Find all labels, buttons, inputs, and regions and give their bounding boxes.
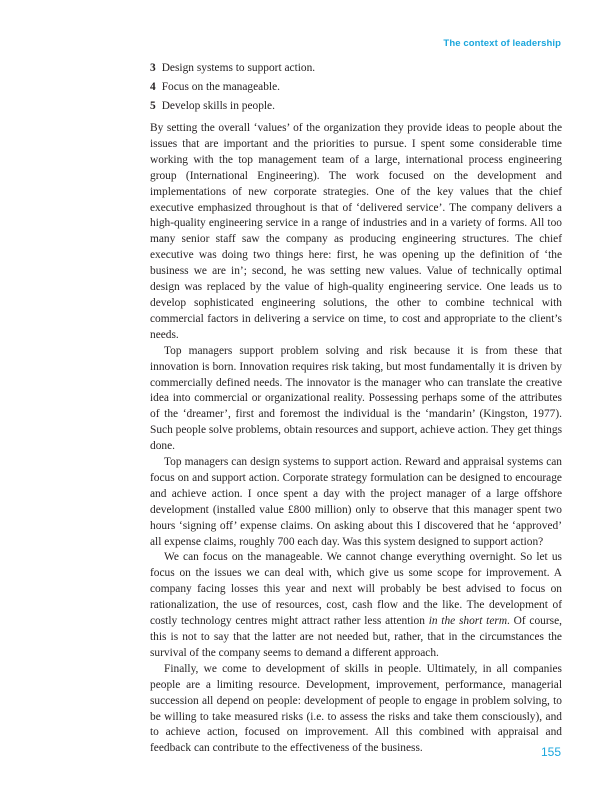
body-text [150,121,562,757]
list-item [150,59,315,78]
paragraph-text: . Of course, this is not to say that the latter are not needed but, rather, that in the circumstances the survival of the company seems to demand a different approach. [150,615,563,659]
page-number: 155 [540,745,561,759]
numbered-list [150,59,315,116]
emphasis-text: in the short term [428,615,508,628]
list-item-text: Design systems to support action. [161,62,316,74]
list-item [150,97,315,116]
paragraph-manageable [150,550,562,661]
paragraph-skills: Finally, we come to development of skills in people. Ultimately, in all companies people are a limiting resource. Development, improvement, performance, managerial succession all depend on people: development of people to engage in problem solving, to be willing to take measured risks (i.e. to assess the risks and take them consciously), and to achieve action, focused on improvement. All this combined with appraisal and feedback can contribute to the effectiveness of the business. [150,662,562,755]
paragraph-design-systems: Top managers can design systems to support action. Reward and appraisal systems can focus on and support action. Corporate strategy formulation can be designed to encourage and achieve action. I once spent a day with the project manager of a large offshore development (installed value £800 million) only to observe that this manager spent two hours ‘signing off’ expense claims. On asking about this I discovered that he ‘approved’ all expense claims, roughly 700 each day. Was this system designed to support action? [150,456,562,548]
list-item-number: 4 [150,81,156,93]
paragraph-problem-solving: Top managers support problem solving and risk because it is from these that innovation is born. Innovation requires risk taking, but most fundamentally it is driven by commercially defined needs. The innovator is the manager who can translate the creative idea into commercial or organizational reality. Possessing perhaps some of the attributes of the ‘dreamer’, first and foremost the individual is the ‘mandarin’ (Kingston, 1977). Such people solve problems, obtain resources and support, achieve action. They get things done. [150,344,562,453]
paragraph-text: We can focus on the manageable. We cannot change everything overnight. So let us focus on the issues we can deal with, which give us some scope for improvement. A company facing losses this year and next will probably be best advised to focus on rationalization, the use of resources, cost, cash flow and the like. The development of costly technology centres might attract rather less attention [150,551,562,628]
list-item-text: Focus on the manageable. [161,81,281,93]
list-item [150,78,315,97]
paragraph-values: By setting the overall ‘values’ of the organization they provide ideas to people about the issues that are important and the priorities to pursue. I spent some considerable time working with the top management team of a large, international process engineering group (International Engineering). The work focused on the development and implementations of new corporate strategies. One of the key values that the chief executive emphasized throughout is that of ‘delivered service’. The company delivers a high-quality engineering service in a range of industries and in a variety of forms. All too many senior staff saw the company as producing engineering structures. The chief executive was doing two things here: first, he was opening up the definition of ‘the business we are in’; second, he was setting new values. Value of technically optimal design was replaced by the value of high-quality engineering service. One leads us to develop sophisticated engineering solutions, the other to combine technical with commercial factors in delivering a service on time, to cost and appropriate to the client’s needs. [150,122,562,341]
running-head: The context of leadership [443,38,561,49]
list-item-text: Develop skills in people. [161,100,275,112]
list-item-number: 3 [150,62,156,74]
list-item-number: 5 [150,100,156,112]
